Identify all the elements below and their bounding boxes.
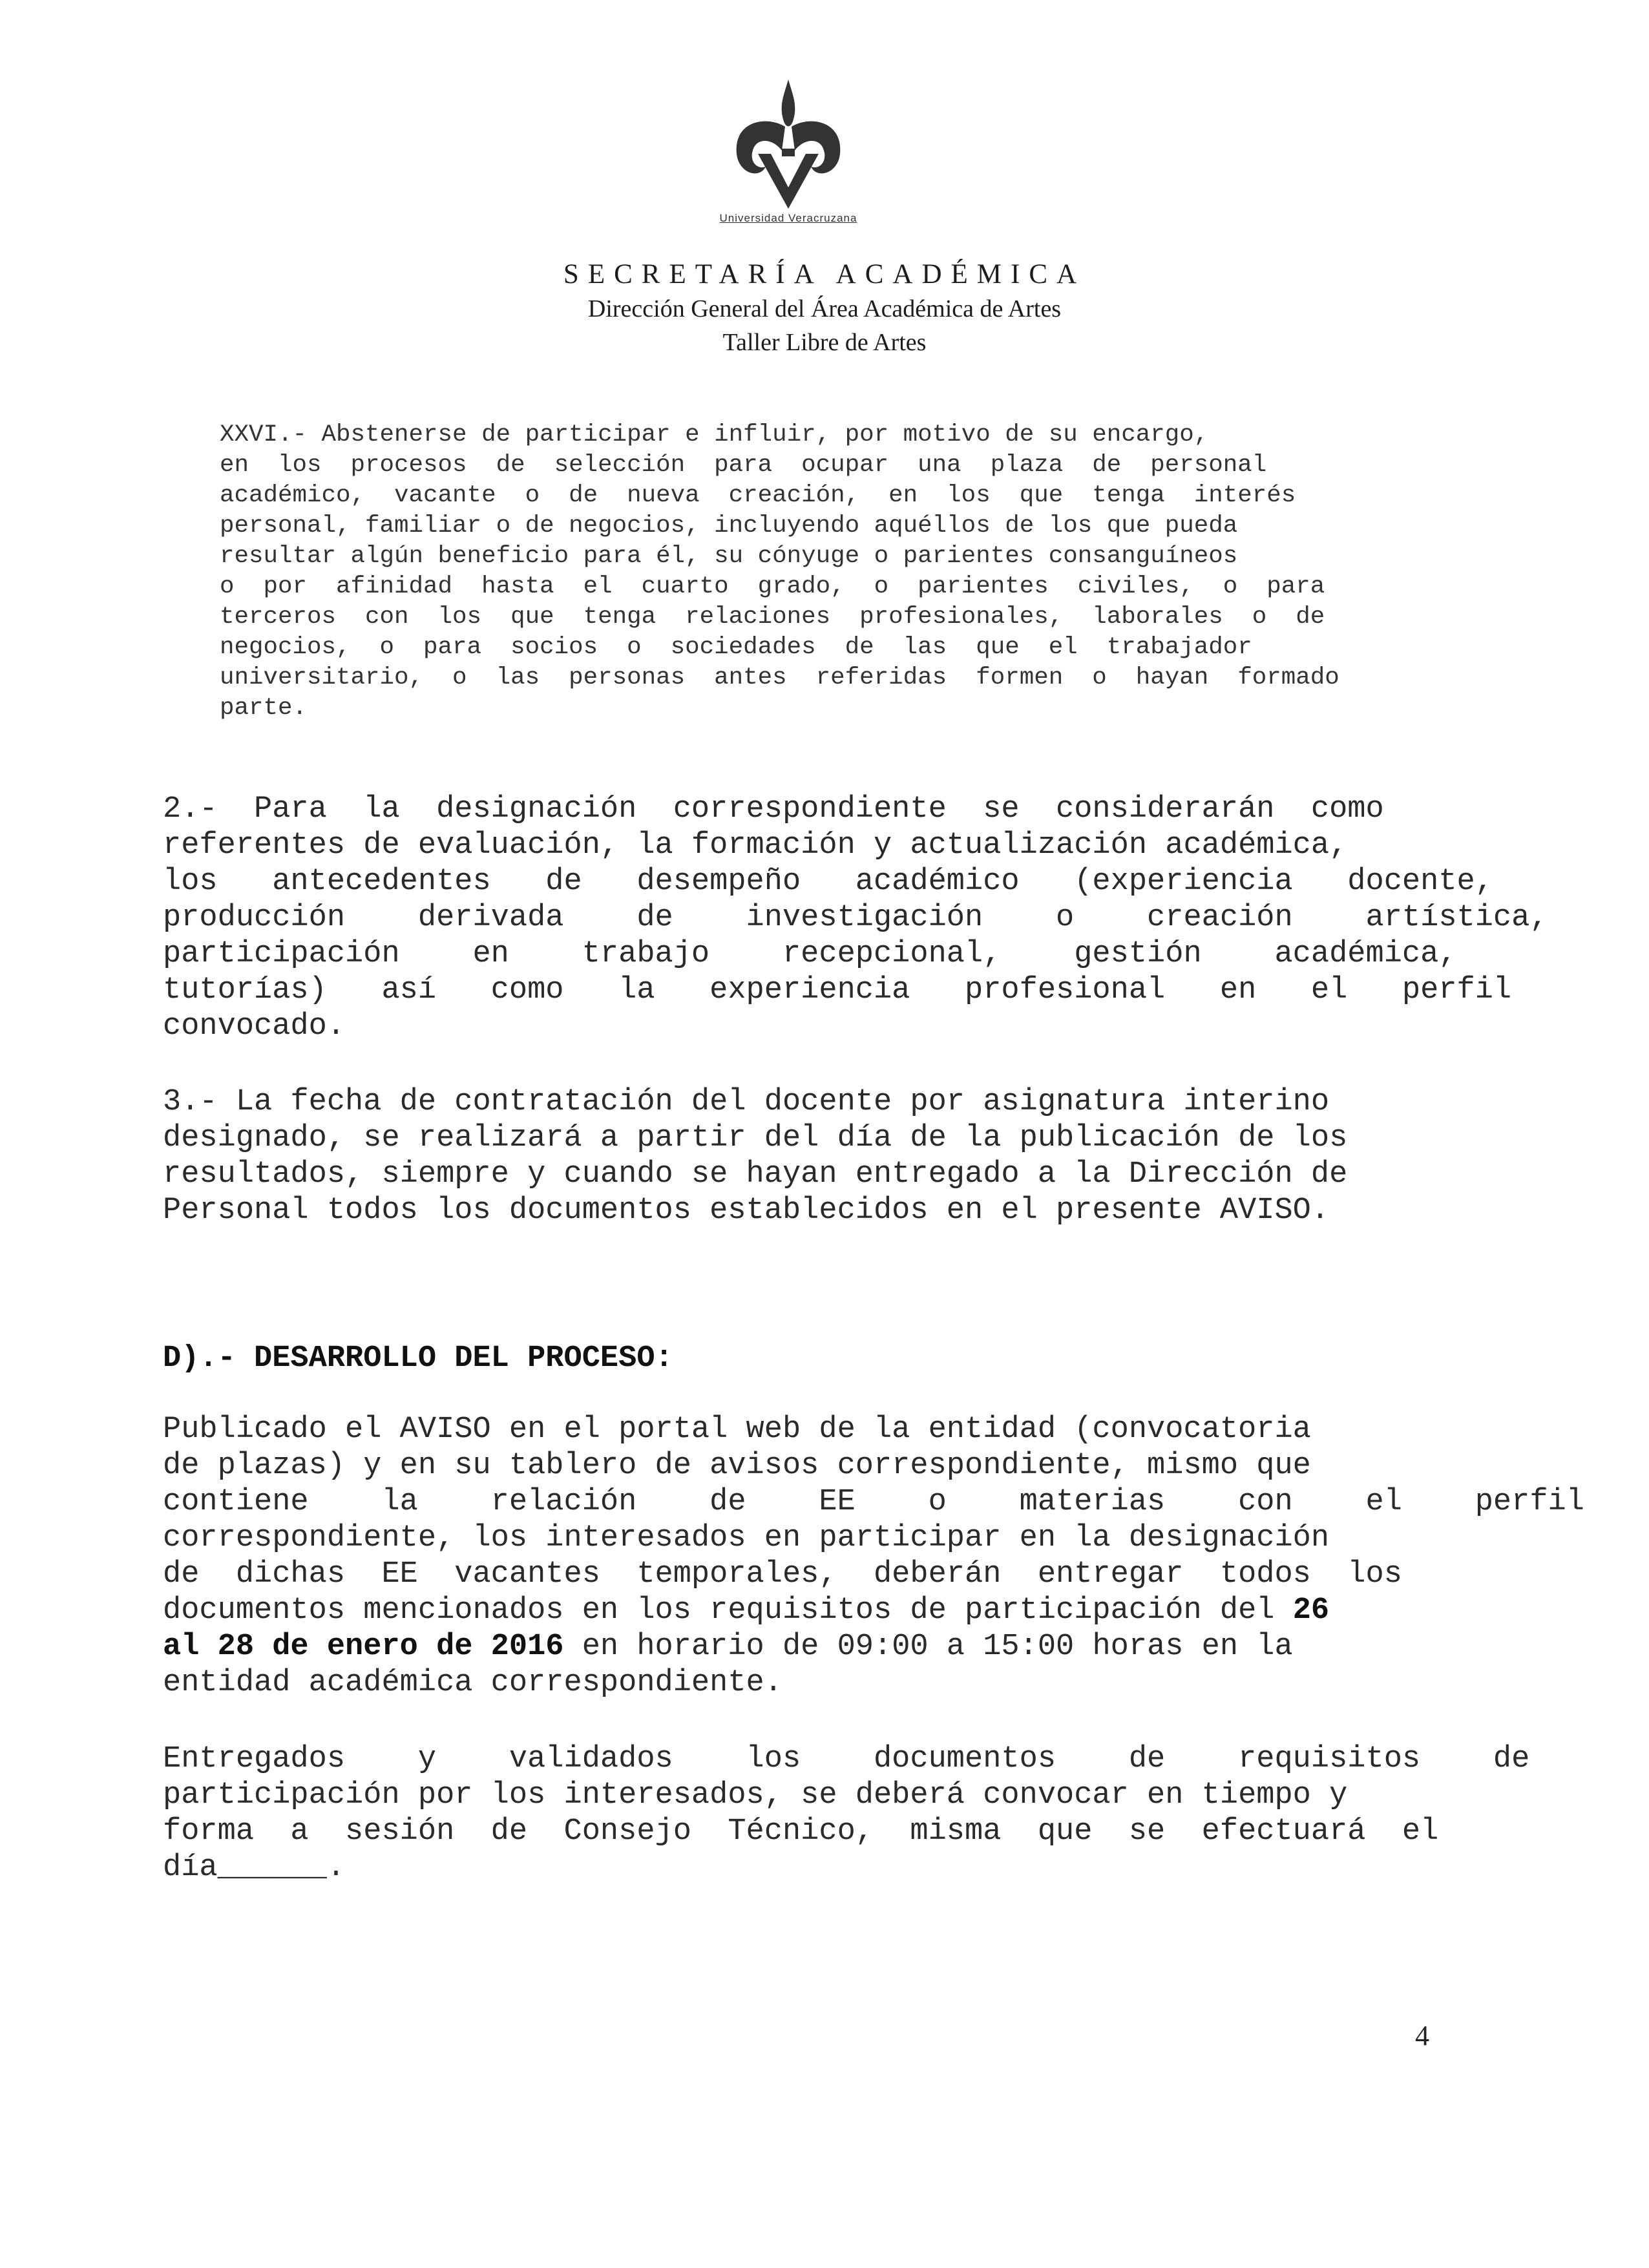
university-logo-icon <box>720 76 856 218</box>
date-range: al 28 de enero de 2016 <box>163 1630 564 1664</box>
clause-xxvi-line: negocios, o para socios o sociedades de las que el trabajador <box>220 634 1252 661</box>
logo-caption: Universidad Veracruzana <box>719 212 857 224</box>
clause-xxvi-line: en los procesos de selección para ocupar una plaza de personal <box>220 452 1267 479</box>
section-d-para1-line <box>163 1593 1329 1629</box>
item-3-line: resultados, siempre y cuando se hayan entregado a la Dirección de <box>163 1157 1348 1192</box>
header-secretaria: SECRETARÍA ACADÉMICA <box>563 259 1086 289</box>
para1-text: documentos mencionados en los requisitos de participación del <box>163 1593 1275 1628</box>
clause-xxvi-line: parte. <box>220 695 308 722</box>
section-d-para1-line: de dichas EE vacantes temporales, deberán entregar todos los <box>163 1557 1402 1591</box>
section-d-para2-line: Entregados y validados los documentos de requisitos de <box>163 1742 1530 1776</box>
section-d-para1-line: de plazas) y en su tablero de avisos correspondiente, mismo que <box>163 1449 1311 1483</box>
section-d-para2-line: día______. <box>163 1851 346 1885</box>
clause-xxvi-line: terceros con los que tenga relaciones profesionales, laborales o de <box>220 604 1325 631</box>
section-d-para1-line: correspondiente, los interesados en participar en la designación <box>163 1521 1330 1555</box>
item-2-line: tutorías) así como la experiencia profesional en el perfil <box>163 973 1512 1007</box>
section-d-para1-line <box>163 1629 1293 1665</box>
item-2-line: convocado. <box>163 1009 346 1044</box>
clause-xxvi-line: académico, vacante o de nueva creación, en los que tenga interés <box>220 482 1296 509</box>
section-d-para2-line: participación por los interesados, se deberá convocar en tiempo y <box>163 1778 1348 1812</box>
clause-xxvi-line: o por afinidad hasta el cuarto grado, o parientes civiles, o para <box>220 573 1325 600</box>
section-d-para1-line: entidad académica correspondiente. <box>163 1666 782 1700</box>
item-2-line: participación en trabajo recepcional, gestión académica, <box>163 937 1457 971</box>
section-d-para1-line: contiene la relación de EE o materias con el perfil <box>163 1485 1584 1519</box>
item-3-line: 3.- La fecha de contratación del docente por asignatura interino <box>163 1085 1330 1119</box>
section-d-para1-line: Publicado el AVISO en el portal web de la entidad (convocatoria <box>163 1412 1311 1447</box>
item-2-line: 2.- Para la designación correspondiente se considerarán como <box>163 792 1384 826</box>
item-3-line: designado, se realizará a partir del día de la publicación de los <box>163 1121 1348 1155</box>
item-3-line: Personal todos los documentos establecidos en el presente AVISO. <box>163 1193 1330 1228</box>
clause-xxvi-line: resultar algún beneficio para él, su cónyuge o parientes consanguíneos <box>220 543 1238 570</box>
clause-xxvi-line: XXVI.- Abstenerse de participar e influir, por motivo de su encargo, <box>220 421 1209 448</box>
header-taller: Taller Libre de Artes <box>722 329 927 356</box>
date-day-start: 26 <box>1292 1593 1330 1628</box>
section-d-heading: D).- DESARROLLO DEL PROCESO: <box>163 1341 673 1376</box>
page-number: 4 <box>1415 2020 1429 2052</box>
item-2-line: los antecedentes de desempeño académico (experiencia docente, <box>163 865 1493 899</box>
clause-xxvi-line: personal, familiar o de negocios, incluyendo aquéllos de los que pueda <box>220 512 1238 540</box>
para1-tail: en horario de 09:00 a 15:00 horas en la <box>563 1630 1293 1664</box>
item-2-line: referentes de evaluación, la formación y actualización académica, <box>163 828 1348 863</box>
clause-xxvi-line: universitario, o las personas antes referidas formen o hayan formado <box>220 664 1339 691</box>
header-direccion: Dirección General del Área Académica de Artes <box>587 295 1062 322</box>
section-d-para2-line: forma a sesión de Consejo Técnico, misma que se efectuará el <box>163 1814 1439 1849</box>
item-2-line: producción derivada de investigación o creación artística, <box>163 901 1548 935</box>
